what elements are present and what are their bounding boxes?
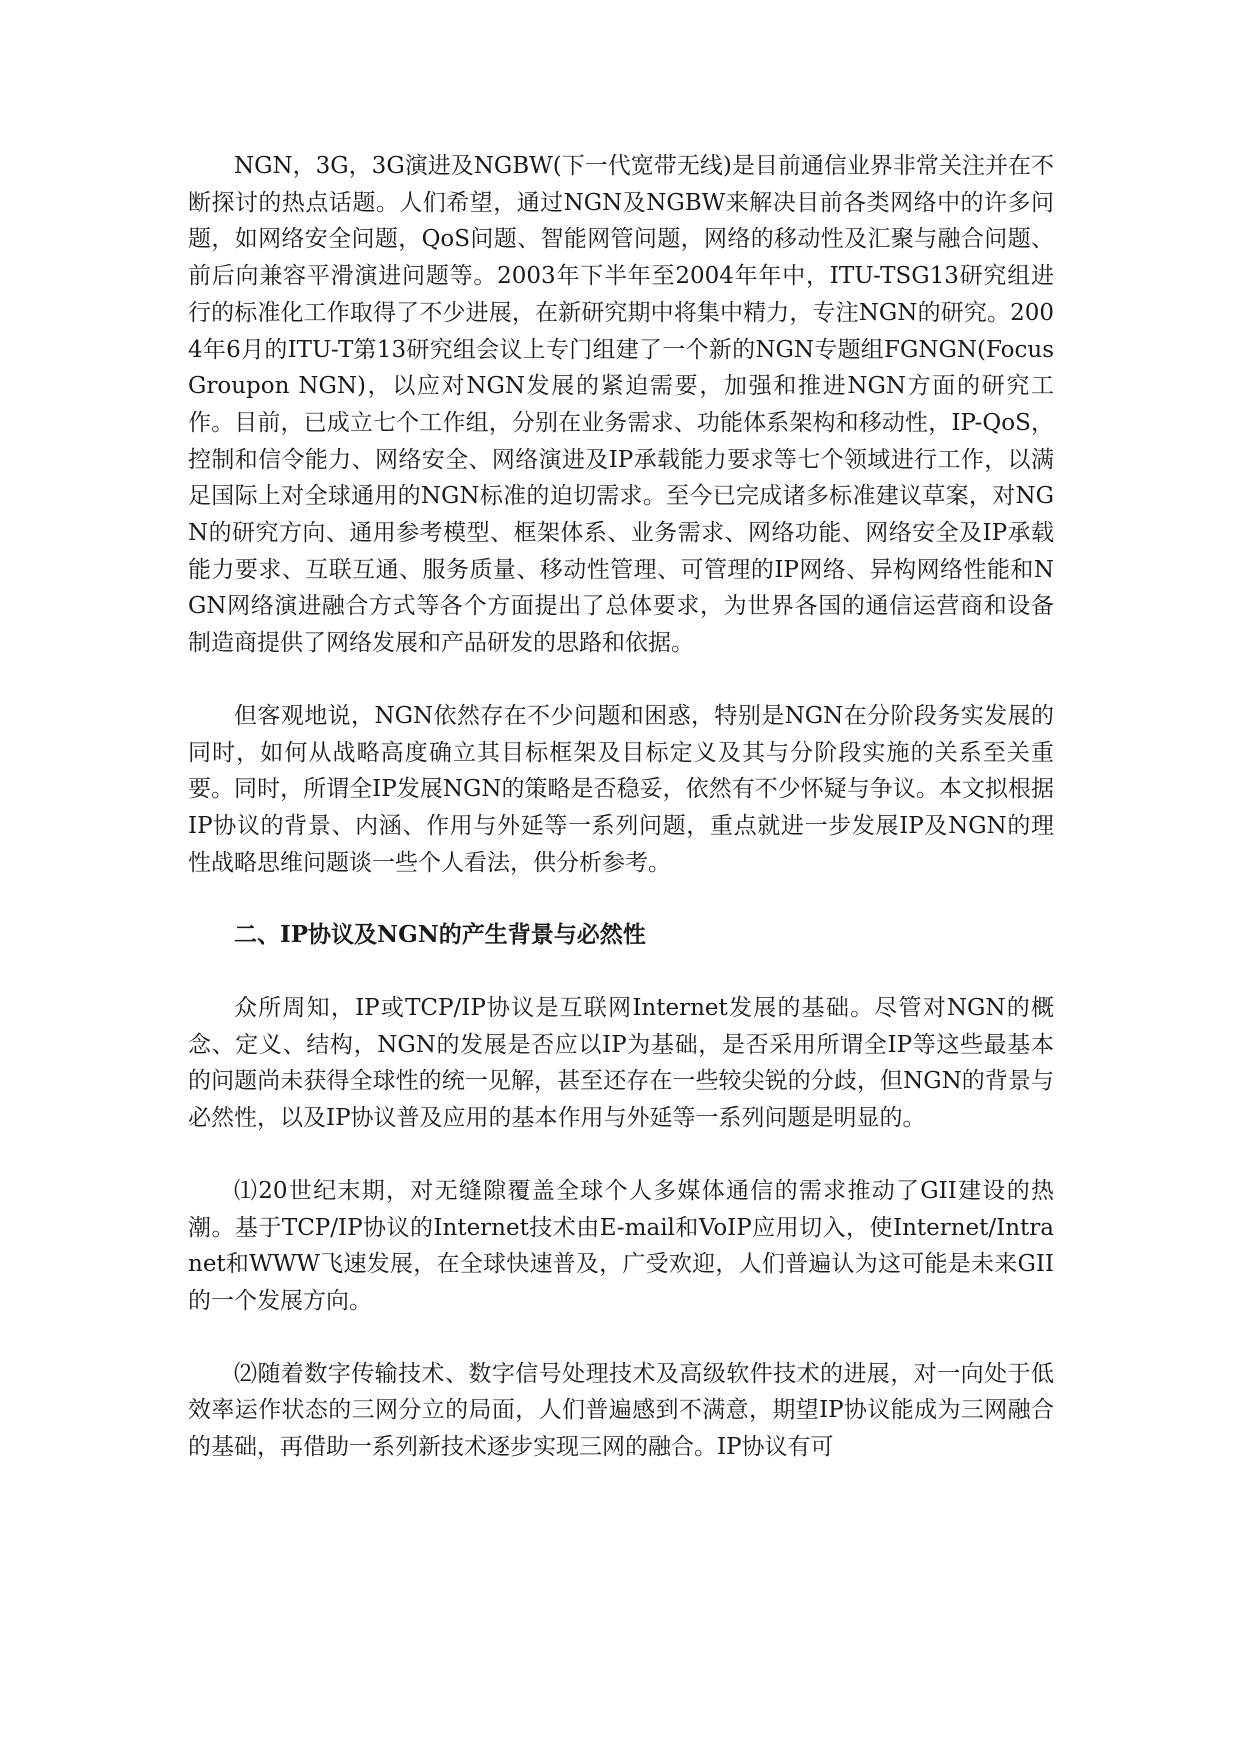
paragraph-spacer <box>188 954 1054 990</box>
paragraph-spacer <box>188 881 1054 917</box>
paragraph-background: 众所周知，IP或TCP/IP协议是互联网Internet发展的基础。尽管对NGN的概念、定义、结构，NGN的发展是否应以IP为基础，是否采用所谓全IP等这些最基本的问题尚未获得全球性的统一见解，甚至还存在一些较尖锐的分歧，但NGN的背景与必然性，以及IP协议普及应用的基本作用与外延等一系列问题是明显的。 <box>188 995 1054 1132</box>
document-body <box>188 148 1054 1466</box>
paragraph-spacer <box>188 1320 1054 1356</box>
paragraph-concerns: 但客观地说，NGN依然存在不少问题和困惑，特别是NGN在分阶段务实发展的同时，如何从战略高度确立其目标框架及目标定义及其与分阶段实施的关系至关重要。同时，所谓全IP发展NGN的策略是否稳妥，依然有不少怀疑与争议。本文拟根据IP协议的背景、内涵、作用与外延等一系列问题，重点就进一步发展IP及NGN的理性战略思维问题谈一些个人看法，供分析参考。 <box>188 702 1054 876</box>
paragraph-intro: NGN，3G，3G演进及NGBW(下一代宽带无线)是目前通信业界非常关注并在不断探讨的热点话题。人们希望，通过NGN及NGBW来解决目前各类网络中的许多问题，如网络安全问题，QoS问题、智能网管问题，网络的移动性及汇聚与融合问题、前后向兼容平滑演进问题等。2003年下半年至2004年年中，ITU-TSG13研究组进行的标准化工作取得了不少进展，在新研究期中将集中精力，专注NGN的研究。2004年6月的ITU-T第13研究组会议上专门组建了一个新的NGN专题组FGNGN(FocusGroupon NGN)，以应对NGN发展的紧迫需要，加强和推进NGN方面的研究工作。目前，已成立七个工作组，分别在业务需求、功能体系架构和移动性，IP-QoS，控制和信令能力、网络安全、网络演进及IP承载能力要求等七个领域进行工作，以满足国际上对全球通用的NGN标准的迫切需求。至今已完成诸多标准建议草案，对NGN的研究方向、通用参考模型、框架体系、业务需求、网络功能、网络安全及IP承载能力要求、互联互通、服务质量、移动性管理、可管理的IP网络、异构网络性能和NGN网络演进融合方式等各个方面提出了总体要求，为世界各国的通信运营商和设备制造商提供了网络发展和产品研发的思路和依据。 <box>188 153 1054 657</box>
paragraph-spacer <box>188 1137 1054 1173</box>
paragraph-point-1: ⑴20世纪末期，对无缝隙覆盖全球个人多媒体通信的需求推动了GII建设的热潮。基于TCP/IP协议的Internet技术由E-mail和VoIP应用切入，使Internet/Intranet和WWW飞速发展，在全球快速普及，广受欢迎，人们普遍认为这可能是未来GII的一个发展方向。 <box>188 1177 1054 1314</box>
paragraph-spacer <box>188 662 1054 698</box>
section-heading: 二、IP协议及NGN的产生背景与必然性 <box>234 921 646 949</box>
paragraph-point-2: ⑵随着数字传输技术、数字信号处理技术及高级软件技术的进展，对一向处于低效率运作状态的三网分立的局面，人们普遍感到不满意，期望IP协议能成为三网融合的基础，再借助一系列新技术逐步实现三网的融合。IP协议有可 <box>188 1360 1054 1461</box>
